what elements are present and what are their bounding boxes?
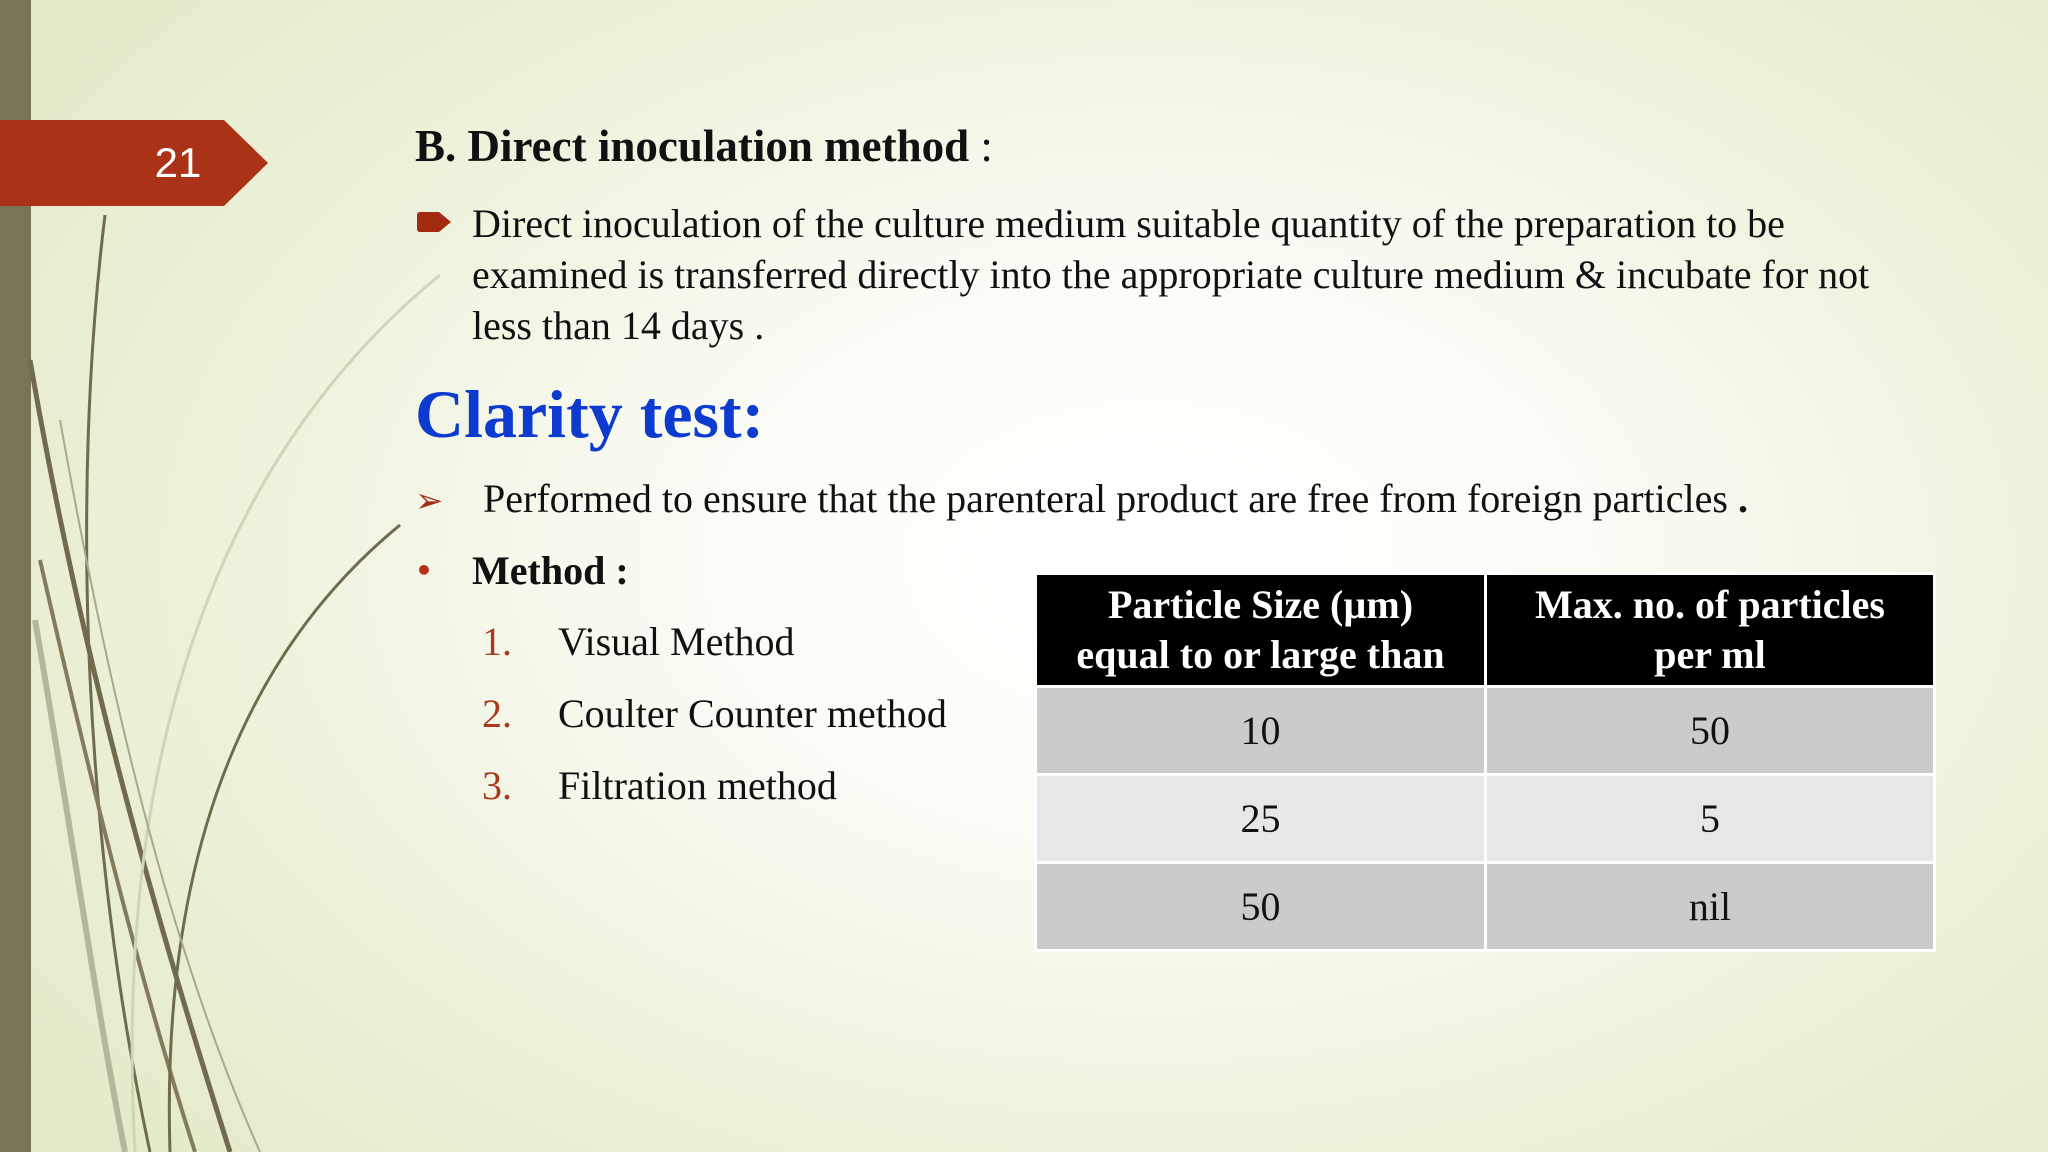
header-particle-size: [1036, 574, 1486, 687]
performed-text: Performed to ensure that the parenteral product are free from foreign particles: [483, 476, 1728, 521]
list-item-number: 1.: [482, 619, 512, 664]
filled-arrow-bullet-icon: [417, 212, 451, 232]
list-item-number: 3.: [482, 763, 512, 808]
list-item: [482, 762, 947, 834]
grass-stroke: [169, 525, 400, 1152]
header-max-particles: [1486, 574, 1935, 687]
header-line: Particle Size (µm): [1107, 582, 1414, 627]
clarity-test-title: Clarity test:: [415, 376, 765, 452]
grass-stroke: [40, 560, 195, 1152]
round-bullet-icon: •: [415, 554, 433, 587]
list-item: [482, 618, 947, 690]
header-line: per ml: [1654, 632, 1766, 677]
list-item-label: Coulter Counter method: [558, 691, 947, 736]
method-label-line: [415, 547, 629, 594]
method-list: [482, 618, 947, 834]
performed-period: .: [1727, 476, 1748, 521]
slide-number: 21: [154, 139, 202, 186]
cell-particle-size: 25: [1036, 775, 1486, 863]
list-item: [482, 690, 947, 762]
cell-max-particles: 5: [1486, 775, 1935, 863]
method-label: Method :: [472, 548, 629, 593]
header-line: equal to or large than: [1076, 632, 1445, 677]
list-item-number: 2.: [482, 691, 512, 736]
cell-particle-size: 50: [1036, 863, 1486, 951]
arrowhead-bullet-icon: ➢: [415, 481, 444, 521]
inoculation-paragraph: Direct inoculation of the culture medium suitable quantity of the preparation to be examined is transferred directly into the appropriate culture medium & incubate for not less than 14 days .: [472, 201, 1870, 348]
section-heading: [415, 120, 993, 172]
table-row: [1036, 775, 1935, 863]
table-row: [1036, 863, 1935, 951]
table-header-row: [1036, 574, 1935, 687]
cell-particle-size: 10: [1036, 687, 1486, 775]
inoculation-paragraph-block: [415, 198, 1895, 351]
header-line: Max. no. of particles: [1535, 582, 1885, 627]
grass-stroke: [35, 620, 125, 1152]
table-row: [1036, 687, 1935, 775]
list-item-label: Filtration method: [558, 763, 837, 808]
performed-statement: [415, 475, 1748, 522]
cell-max-particles: nil: [1486, 863, 1935, 951]
cell-max-particles: 50: [1486, 687, 1935, 775]
particle-limits-table: [1034, 572, 1936, 952]
grass-stroke: [132, 275, 440, 1152]
section-heading-text: B. Direct inoculation method: [415, 121, 970, 171]
list-item-label: Visual Method: [558, 619, 795, 664]
section-heading-colon: :: [969, 121, 993, 171]
